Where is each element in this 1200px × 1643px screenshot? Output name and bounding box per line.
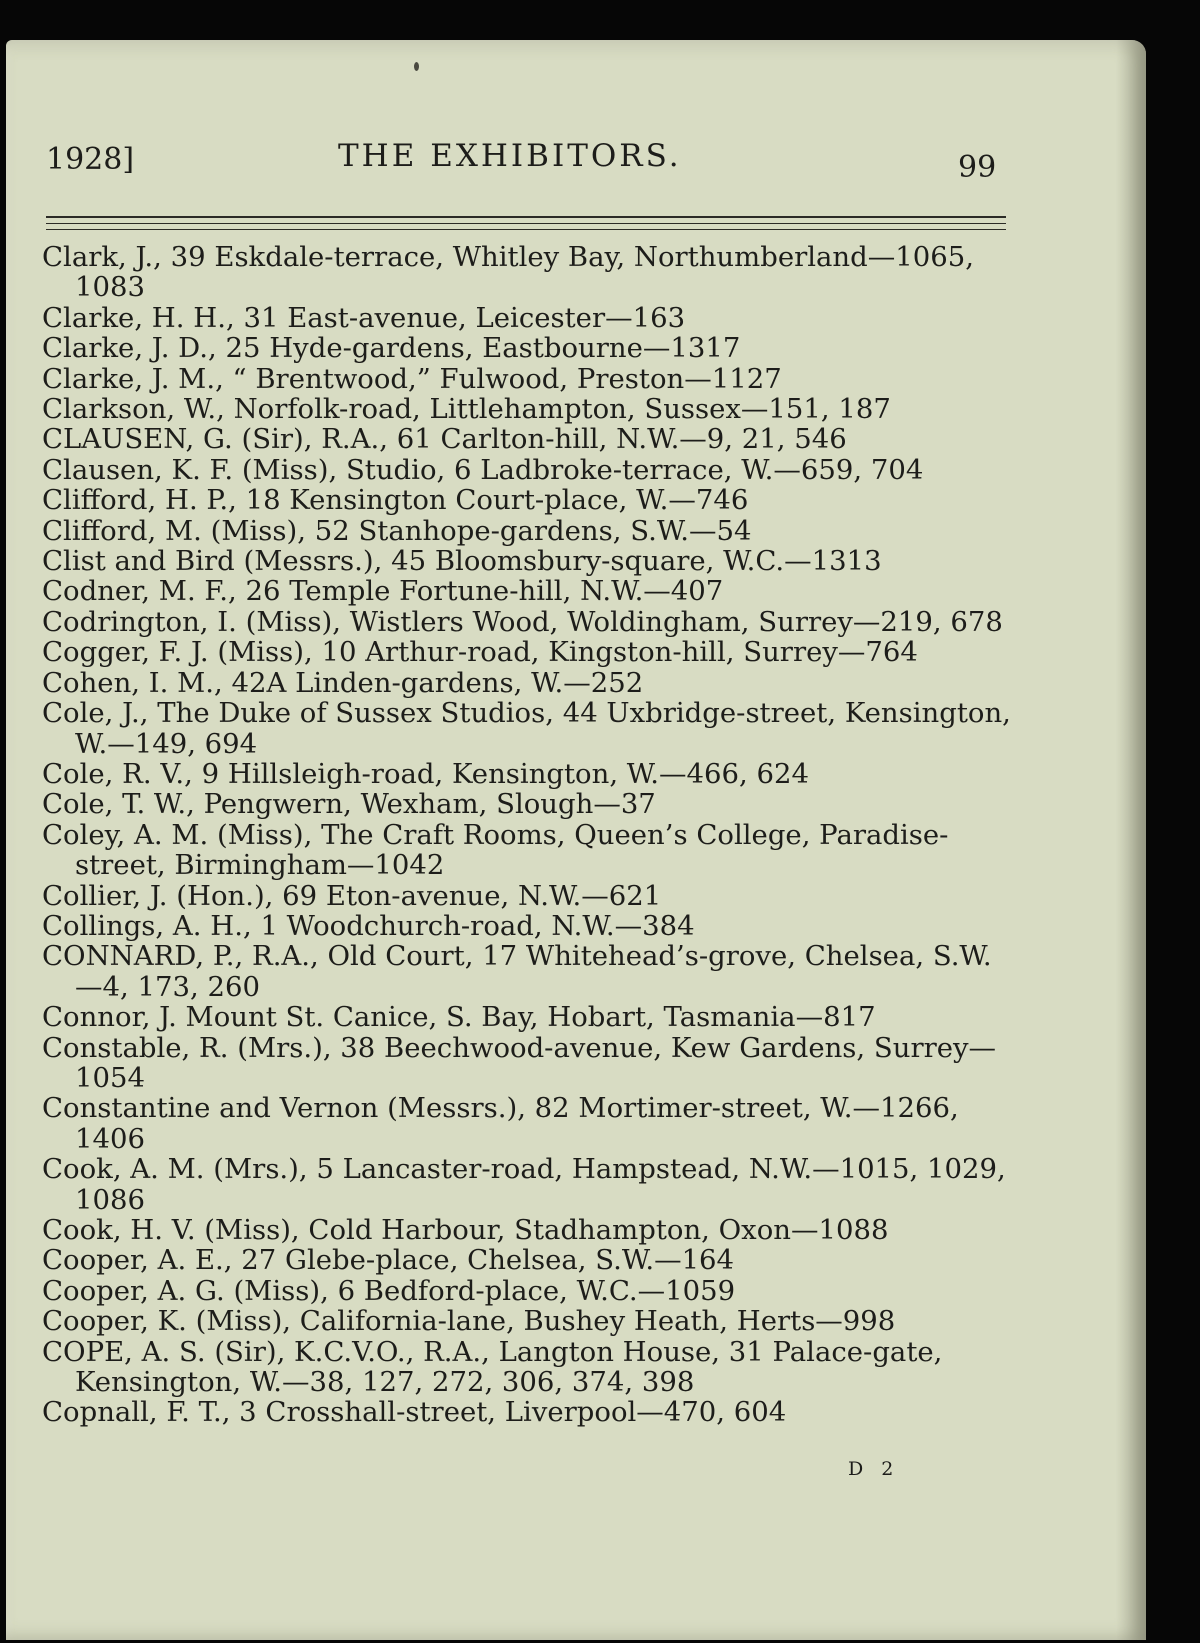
paper-speck xyxy=(414,62,419,71)
header-rule-thick xyxy=(46,216,1006,218)
exhibitor-entry: Collier, J. (Hon.), 69 Eton-avenue, N.W.—621 xyxy=(42,879,662,912)
exhibitor-entry: COPE, A. S. (Sir), K.C.V.O., R.A., Langton House, 31 Palace-gate, Kensington, W.—38, 127, 272, 306, 374, 398 xyxy=(42,1335,943,1399)
exhibitor-entry: Cook, A. M. (Mrs.), 5 Lancaster-road, Hampstead, N.W.—1015, 1029, 1086 xyxy=(42,1153,1006,1216)
printer-signature-mark: D 2 xyxy=(848,1458,900,1480)
exhibitor-entry: Clausen, K. F. (Miss), Studio, 6 Ladbroke-terrace, W.—659, 704 xyxy=(42,453,924,486)
header-year: 1928] xyxy=(46,142,135,177)
exhibitor-entry: Cogger, F. J. (Miss), 10 Arthur-road, Kingston-hill, Surrey—764 xyxy=(42,636,918,669)
exhibitor-entry: Cooper, A. E., 27 Glebe-place, Chelsea, S.W.—164 xyxy=(42,1244,735,1277)
exhibitor-entry: Cook, H. V. (Miss), Cold Harbour, Stadhampton, Oxon—1088 xyxy=(42,1214,889,1246)
exhibitor-entry: Connor, J. Mount St. Canice, S. Bay, Hobart, Tasmania—817 xyxy=(42,1001,876,1034)
exhibitor-entry: Constable, R. (Mrs.), 38 Beechwood-avenue, Kew Gardens, Surrey—1054 xyxy=(42,1031,997,1094)
exhibitor-entry: Cohen, I. M., 42A Linden-gardens, W.—252 xyxy=(42,666,644,699)
header-rule-middle xyxy=(46,223,1006,224)
exhibitor-entry: Collings, A. H., 1 Woodchurch-road, N.W.—384 xyxy=(42,909,695,942)
exhibitor-entry: Clark, J., 39 Eskdale-terrace, Whitley Bay, Northumberland—1065, 1083 xyxy=(42,241,974,304)
exhibitor-entry: Cole, R. V., 9 Hillsleigh-road, Kensington, W.—466, 624 xyxy=(42,757,809,790)
exhibitor-entry: Clarkson, W., Norfolk-road, Littlehampton, Sussex—151, 187 xyxy=(42,393,891,426)
header-rule-thin xyxy=(46,229,1006,230)
exhibitor-entry: Clist and Bird (Messrs.), 45 Bloomsbury-square, W.C.—1313 xyxy=(42,545,882,578)
header-title: THE EXHIBITORS. xyxy=(338,138,682,174)
exhibitor-entry: Copnall, F. T., 3 Crosshall-street, Liverpool—470, 604 xyxy=(42,1396,787,1429)
exhibitor-entry: CLAUSEN, G. (Sir), R.A., 61 Carlton-hill, N.W.—9, 21, 546 xyxy=(42,423,847,456)
exhibitor-entry: Clifford, M. (Miss), 52 Stanhope-gardens, S.W.—54 xyxy=(42,514,752,547)
exhibitor-entry: Cooper, A. G. (Miss), 6 Bedford-place, W.C.—1059 xyxy=(42,1274,736,1307)
exhibitor-entry: CONNARD, P., R.A., Old Court, 17 Whitehead’s-grove, Chelsea, S.W.—4, 173, 260 xyxy=(42,940,992,1003)
exhibitor-entry: Clarke, H. H., 31 East-avenue, Leicester—163 xyxy=(42,301,686,334)
exhibitor-list xyxy=(42,242,1012,1428)
exhibitor-entry: Clarke, J. D., 25 Hyde-gardens, Eastbourne—1317 xyxy=(42,332,741,365)
exhibitor-entry: Coley, A. M. (Miss), The Craft Rooms, Queen’s College, Paradise-street, Birmingham—1042 xyxy=(42,818,949,882)
exhibitor-entry: Clifford, H. P., 18 Kensington Court-place, W.—746 xyxy=(42,484,749,517)
exhibitor-entry: Cooper, K. (Miss), California-lane, Bushey Heath, Herts—998 xyxy=(42,1305,896,1338)
exhibitor-entry: Constantine and Vernon (Messrs.), 82 Mortimer-street, W.—1266, 1406 xyxy=(42,1092,959,1155)
exhibitor-entry: Cole, T. W., Pengwern, Wexham, Slough—37 xyxy=(42,788,656,821)
page-number: 99 xyxy=(958,150,997,185)
exhibitor-entry: Codner, M. F., 26 Temple Fortune-hill, N.W.—407 xyxy=(42,575,724,608)
exhibitor-entry: Codrington, I. (Miss), Wistlers Wood, Woldingham, Surrey—219, 678 xyxy=(42,605,1003,638)
running-header xyxy=(38,138,1018,185)
book-page xyxy=(6,40,1146,1640)
exhibitor-entry: Clarke, J. M., “ Brentwood,” Fulwood, Preston—1127 xyxy=(42,362,782,395)
exhibitor-entry: Cole, J., The Duke of Sussex Studios, 44 Uxbridge-street, Kensington, W.—149, 694 xyxy=(42,697,1011,760)
